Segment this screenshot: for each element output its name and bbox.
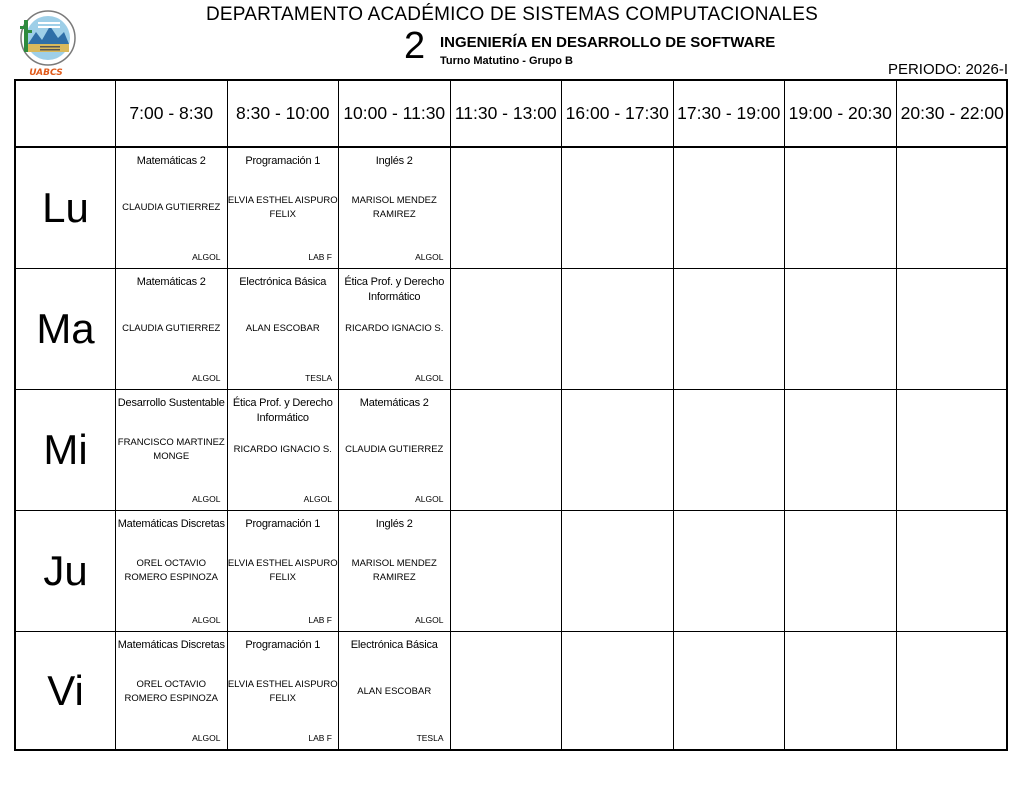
class-room: ALGOL bbox=[415, 615, 444, 625]
class-room: ALGOL bbox=[415, 373, 444, 383]
shift-group: Turno Matutino - Grupo B bbox=[440, 55, 573, 67]
day-row bbox=[16, 390, 1006, 511]
class-room: LAB F bbox=[308, 252, 332, 262]
time-slot-header: 17:30 - 19:00 bbox=[674, 81, 786, 146]
class-teacher: ELVIA ESTHEL AISPURO FELIX bbox=[227, 679, 338, 704]
class-subject: Matemáticas Discretas bbox=[117, 518, 225, 530]
class-room: ALGOL bbox=[192, 615, 221, 625]
class-room: ALGOL bbox=[192, 494, 221, 504]
schedule-cell bbox=[228, 632, 340, 749]
time-slot-header: 8:30 - 10:00 bbox=[228, 81, 340, 146]
schedule-cell bbox=[116, 632, 228, 749]
schedule-cell bbox=[674, 390, 786, 510]
day-row bbox=[16, 148, 1006, 269]
time-slot-header: 7:00 - 8:30 bbox=[116, 81, 228, 146]
class-teacher: CLAUDIA GUTIERREZ bbox=[122, 323, 221, 334]
day-label: Ma bbox=[16, 269, 116, 389]
day-row bbox=[16, 632, 1006, 749]
class-subject: Matemáticas 2 bbox=[136, 155, 206, 167]
time-slot-header: 19:00 - 20:30 bbox=[785, 81, 897, 146]
class-teacher: FRANCISCO MARTINEZ MONGE bbox=[117, 437, 225, 462]
class-teacher: ALAN ESCOBAR bbox=[357, 686, 432, 697]
class-teacher: CLAUDIA GUTIERREZ bbox=[122, 202, 221, 213]
class-teacher: OREL OCTAVIO ROMERO ESPINOZA bbox=[124, 679, 218, 704]
schedule-cell bbox=[451, 632, 563, 749]
schedule-cell bbox=[785, 390, 897, 510]
schedule-cell bbox=[562, 148, 674, 268]
class-room: ALGOL bbox=[192, 252, 221, 262]
class-teacher: OREL OCTAVIO ROMERO ESPINOZA bbox=[124, 558, 218, 583]
class-teacher: ELVIA ESTHEL AISPURO FELIX bbox=[227, 558, 338, 583]
schedule-cell bbox=[339, 511, 451, 631]
class-subject: Programación 1 bbox=[245, 518, 321, 530]
schedule-cell bbox=[897, 269, 1009, 389]
schedule-cell bbox=[116, 390, 228, 510]
schedule-cell bbox=[228, 148, 340, 268]
schedule-cell bbox=[897, 390, 1009, 510]
time-slot-header: 16:00 - 17:30 bbox=[562, 81, 674, 146]
day-row bbox=[16, 511, 1006, 632]
day-label: Vi bbox=[16, 632, 116, 749]
class-teacher: MARISOL MENDEZ RAMIREZ bbox=[351, 558, 437, 583]
schedule-cell bbox=[562, 511, 674, 631]
schedule-cell bbox=[897, 148, 1009, 268]
time-slot-header: 11:30 - 13:00 bbox=[451, 81, 563, 146]
class-room: ALGOL bbox=[192, 373, 221, 383]
class-subject: Electrónica Básica bbox=[239, 276, 327, 288]
day-row bbox=[16, 269, 1006, 390]
class-subject: Ética Prof. y Derecho Informático bbox=[232, 397, 333, 424]
schedule-cell bbox=[451, 148, 563, 268]
schedule-cell bbox=[228, 390, 340, 510]
class-teacher: CLAUDIA GUTIERREZ bbox=[345, 444, 444, 455]
class-teacher: RICARDO IGNACIO S. bbox=[345, 323, 444, 334]
class-subject: Matemáticas Discretas bbox=[117, 639, 225, 651]
class-subject: Programación 1 bbox=[245, 155, 321, 167]
day-label: Lu bbox=[16, 148, 116, 268]
semester-number: 2 bbox=[404, 25, 426, 67]
class-room: TESLA bbox=[416, 733, 444, 743]
class-subject: Programación 1 bbox=[245, 639, 321, 651]
class-subject: Desarrollo Sustentable bbox=[117, 397, 225, 409]
schedule-cell bbox=[674, 511, 786, 631]
schedule-cell bbox=[785, 269, 897, 389]
schedule-cell bbox=[339, 390, 451, 510]
schedule-cell bbox=[116, 148, 228, 268]
class-room: ALGOL bbox=[303, 494, 332, 504]
program-name: INGENIERÍA EN DESARROLLO DE SOFTWARE bbox=[440, 34, 776, 51]
schedule-cell bbox=[897, 511, 1009, 631]
period-label: PERIODO: 2026-I bbox=[887, 61, 1008, 78]
header-corner-cell bbox=[16, 81, 116, 146]
schedule-cell bbox=[451, 390, 563, 510]
time-slot-header: 10:00 - 11:30 bbox=[339, 81, 451, 146]
schedule-cell bbox=[562, 390, 674, 510]
schedule-cell bbox=[228, 269, 340, 389]
day-label: Mi bbox=[16, 390, 116, 510]
schedule-cell bbox=[674, 632, 786, 749]
schedule-cell bbox=[674, 148, 786, 268]
time-header-row bbox=[16, 81, 1006, 148]
schedule-cell bbox=[339, 148, 451, 268]
class-teacher: ALAN ESCOBAR bbox=[245, 323, 320, 334]
class-room: TESLA bbox=[305, 373, 332, 383]
class-room: ALGOL bbox=[192, 733, 221, 743]
schedule-cell bbox=[562, 269, 674, 389]
schedule-cell bbox=[451, 269, 563, 389]
schedule-table bbox=[14, 79, 1008, 751]
schedule-cell bbox=[116, 269, 228, 389]
class-subject: Electrónica Básica bbox=[350, 639, 438, 651]
schedule-cell bbox=[451, 511, 563, 631]
schedule-cell bbox=[785, 148, 897, 268]
schedule-cell bbox=[785, 632, 897, 749]
department-title: DEPARTAMENTO ACADÉMICO DE SISTEMAS COMPUTACIONALES bbox=[205, 4, 819, 25]
class-teacher: RICARDO IGNACIO S. bbox=[233, 444, 332, 455]
schedule-cell bbox=[339, 632, 451, 749]
schedule-cell bbox=[785, 511, 897, 631]
class-room: ALGOL bbox=[415, 494, 444, 504]
schedule-cell bbox=[674, 269, 786, 389]
time-slot-header: 20:30 - 22:00 bbox=[900, 103, 1004, 123]
class-subject: Matemáticas 2 bbox=[359, 397, 429, 409]
class-subject: Ética Prof. y Derecho Informático bbox=[344, 276, 445, 303]
schedule-cell bbox=[116, 511, 228, 631]
schedule-cell bbox=[562, 632, 674, 749]
schedule-cell bbox=[228, 511, 340, 631]
schedule-cell bbox=[339, 269, 451, 389]
schedule-cell bbox=[897, 632, 1009, 749]
class-teacher: ELVIA ESTHEL AISPURO FELIX bbox=[227, 195, 338, 220]
class-teacher: MARISOL MENDEZ RAMIREZ bbox=[351, 195, 437, 220]
class-room: ALGOL bbox=[415, 252, 444, 262]
logo-text: UABCS bbox=[29, 68, 63, 78]
class-subject: Inglés 2 bbox=[375, 518, 413, 530]
class-subject: Inglés 2 bbox=[375, 155, 413, 167]
day-label: Ju bbox=[16, 511, 116, 631]
class-room: LAB F bbox=[308, 733, 332, 743]
class-subject: Matemáticas 2 bbox=[136, 276, 206, 288]
class-room: LAB F bbox=[308, 615, 332, 625]
